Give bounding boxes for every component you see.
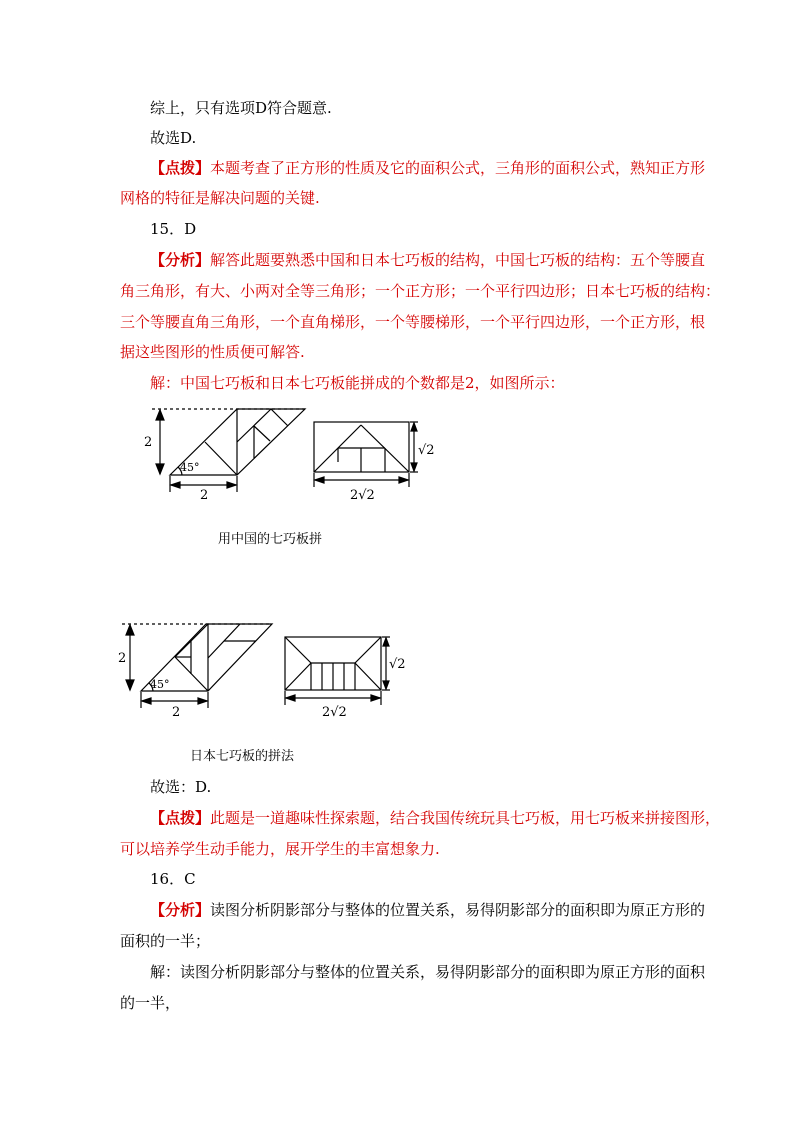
hint-tag: 【点拨】 [150,809,211,827]
angle-label: 45° [180,461,200,474]
analysis-line-16-cont: 面积的一半； [120,932,211,950]
arrow-left-icon [142,698,151,704]
hint-text: 本题考查了正方形的性质及它的面积公式，三角形的面积公式，熟知正方形 [210,159,706,177]
height-label: 2 [144,435,153,450]
conclusion-line: 综上，只有选项D符合题意. [150,99,332,117]
tangram-piece-line [355,637,381,663]
arrow-up-icon [383,638,389,646]
solution-line: 解：中国七巧板和日本七巧板能拼成的个数都是2，如图所示： [150,374,565,392]
analysis-line-16 [150,900,705,920]
analysis-tag: 【分析】 [150,251,211,269]
base-label: 2 [200,488,209,503]
arrow-right-icon [198,698,207,704]
analysis-text: 解答此题要熟悉中国和日本七巧板的结构，中国七巧板的结构：五个等腰直 [210,251,706,269]
rect-width-label: 2√2 [350,488,375,503]
tangram-piece-line [355,663,381,690]
arrow-left-icon [286,695,295,701]
height-label: 2 [118,651,127,666]
tangram-piece-line [285,663,311,690]
hint-line-15-cont: 可以培养学生动手能力，展开学生的丰富想象力. [120,840,440,858]
arrow-right-icon [371,695,380,701]
rect-height-label: √2 [389,657,406,672]
figure2-caption: 日本七巧板的拼法 [190,749,295,764]
base-label: 2 [172,705,181,720]
answer-line: 故选D. [150,129,197,147]
analysis-line-4: 据这些图形的性质便可解答. [120,343,305,361]
analysis-tag: 【分析】 [150,901,211,919]
question-16-heading: 16．C [150,870,196,888]
figure1-caption: 用中国的七巧板拼 [218,532,323,547]
analysis-text: 读图分析阴影部分与整体的位置关系，易得阴影部分的面积即为原正方形的 [210,901,706,919]
arrow-down-icon [383,681,389,689]
tangram-piece-line [285,637,311,663]
rect-width-label: 2√2 [322,705,347,720]
angle-label: 45° [150,678,170,691]
hint-tag: 【点拨】 [150,159,211,177]
answer-line-15: 故选：D. [150,778,212,796]
hint-line-cont: 网格的特征是解决问题的关键. [120,189,320,207]
analysis-line-2: 角三角形，有大、小两对全等三角形；一个正方形；一个平行四边形；日本七巧板的结构： [120,282,721,300]
solution-line-16-cont: 的一半， [120,994,181,1012]
hint-line-15 [150,808,720,828]
hint-text: 此题是一道趣味性探索题，结合我国传统玩具七巧板，用七巧板来拼接图形， [210,809,721,827]
analysis-line-3: 三个等腰直角三角形，一个直角梯形，一个等腰梯形，一个平行四边形，一个正方形，根 [120,313,706,331]
rect-height-label: √2 [418,443,435,458]
arrow-up-icon [126,625,134,635]
question-15-heading: 15．D [150,220,197,238]
arrow-down-icon [126,680,134,690]
solution-line-16: 解：读图分析阴影部分与整体的位置关系，易得阴影部分的面积即为原正方形的面积 [150,963,706,981]
